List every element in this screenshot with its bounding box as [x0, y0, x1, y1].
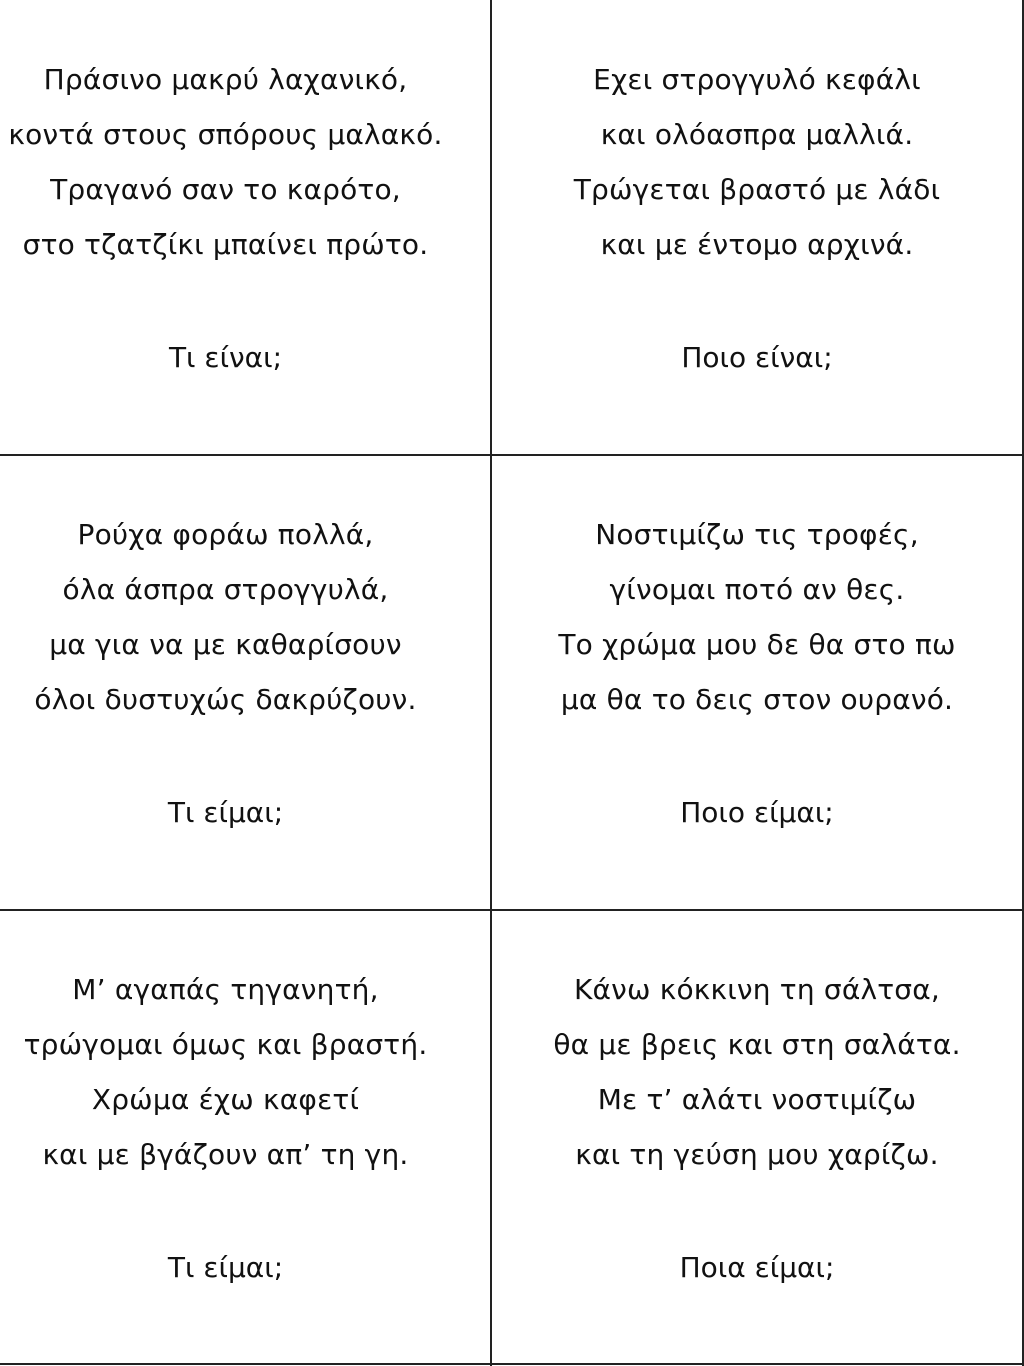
riddle-line: κοντά στους σπόρους μαλακό. — [8, 118, 443, 151]
riddle-question: Ποια είμαι; — [679, 1251, 835, 1284]
riddle-line: Τρώγεται βραστό με λάδι — [573, 173, 941, 206]
riddle-card-potato — [0, 910, 491, 1366]
riddle-line: Εχει στρογγυλό κεφάλι — [593, 63, 921, 96]
riddle-line: Τραγανό σαν το καρότο, — [50, 173, 401, 206]
riddle-line: και με βγάζουν απ’ τη γη. — [42, 1138, 409, 1171]
riddle-line: θα με βρεις και στη σαλάτα. — [553, 1028, 961, 1061]
riddle-verse — [0, 507, 491, 727]
riddle-card-onion — [0, 455, 491, 910]
riddle-line: στο τζατζίκι μπαίνει πρώτο. — [22, 228, 429, 261]
card-divider-horizontal — [0, 909, 1024, 911]
riddle-line: Το χρώμα μου δε θα στο πω — [558, 628, 956, 661]
card-border-bottom — [0, 1363, 1024, 1365]
riddle-verse — [490, 52, 1024, 272]
riddle-question: Τι είμαι; — [167, 796, 284, 829]
riddle-line: Ρούχα φοράω πολλά, — [77, 518, 374, 551]
riddle-card-cucumber — [0, 0, 491, 455]
riddle-line: μα για να με καθαρίσουν — [49, 628, 402, 661]
riddle-card-lemon — [490, 455, 1024, 910]
riddle-verse — [490, 507, 1024, 727]
riddle-line: Νοστιμίζω τις τροφές, — [595, 518, 919, 551]
card-divider-horizontal — [0, 454, 1024, 456]
riddle-verse — [0, 962, 491, 1182]
riddle-line: όλα άσπρα στρογγυλά, — [62, 573, 389, 606]
riddle-line: και με έντομο αρχινά. — [600, 228, 914, 261]
riddle-line: τρώγομαι όμως και βραστή. — [23, 1028, 428, 1061]
riddle-question: Τι είμαι; — [167, 1251, 284, 1284]
riddle-question: Ποιο είναι; — [681, 341, 833, 374]
riddle-question: Ποιο είμαι; — [680, 796, 834, 829]
riddle-card-cauliflower — [490, 0, 1024, 455]
card-divider-vertical — [490, 0, 492, 1366]
riddle-line: Μ’ αγαπάς τηγανητή, — [72, 973, 379, 1006]
riddle-line: Χρώμα έχω καφετί — [91, 1083, 360, 1116]
riddle-card-tomato — [490, 910, 1024, 1366]
riddle-line: Με τ’ αλάτι νοστιμίζω — [597, 1083, 917, 1116]
riddle-line: και ολόασπρα μαλλιά. — [600, 118, 914, 151]
riddle-line: γίνομαι ποτό αν θες. — [609, 573, 905, 606]
riddle-line: όλοι δυστυχώς δακρύζουν. — [34, 683, 417, 716]
riddle-verse — [490, 962, 1024, 1182]
riddle-line: Πράσινο μακρύ λαχανικό, — [43, 63, 408, 96]
riddle-line: και τη γεύση μου χαρίζω. — [575, 1138, 939, 1171]
riddle-line: Κάνω κόκκινη τη σάλτσα, — [573, 973, 941, 1006]
riddle-line: μα θα το δεις στον ουρανό. — [560, 683, 954, 716]
riddle-question: Τι είναι; — [168, 341, 283, 374]
riddle-verse — [0, 52, 491, 272]
